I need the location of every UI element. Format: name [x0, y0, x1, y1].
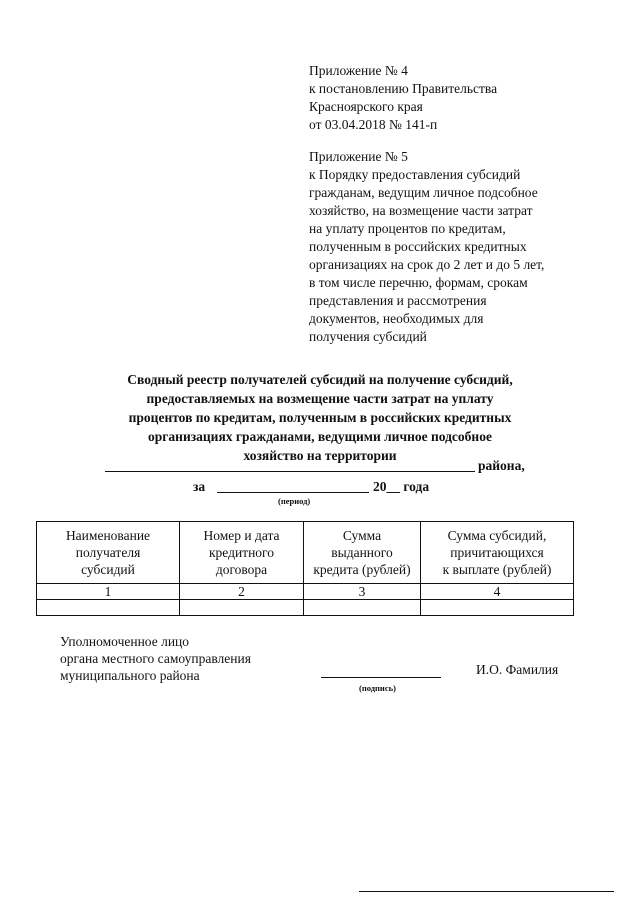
table-cell[interactable]	[37, 600, 180, 616]
column-number: 3	[304, 584, 421, 600]
signatory-name: И.О. Фамилия	[476, 662, 559, 677]
appendix-5-line: документов, необходимых для	[309, 311, 484, 326]
title-line: предоставляемых на возмещение части затрат на уплату	[146, 391, 494, 406]
appendix-5-line: получения субсидий	[309, 329, 427, 344]
district-blank-line[interactable]	[105, 471, 475, 472]
district-suffix: района,	[478, 458, 525, 473]
title-line: процентов по кредитам, полученным в российских кредитных	[128, 410, 512, 425]
appendix-5-line: Приложение № 5	[309, 149, 408, 164]
appendix-5-line: к Порядку предоставления субсидий	[309, 167, 521, 182]
table-row	[37, 600, 574, 616]
period-caption: (период)	[278, 496, 311, 506]
table-number-row	[37, 584, 574, 600]
document-title	[60, 370, 580, 465]
official-line: органа местного самоуправления	[60, 651, 251, 666]
table-cell[interactable]	[180, 600, 304, 616]
appendix-5-line: в том числе перечню, формам, срокам	[309, 275, 528, 290]
footer-divider	[359, 891, 614, 892]
column-header-recipient: Наименование получателя субсидий	[37, 522, 180, 584]
appendix-5-line: полученным в российских кредитных	[309, 239, 527, 254]
title-line: хозяйство на территории	[243, 448, 397, 463]
official-line: муниципального района	[60, 668, 200, 683]
appendix-4-line: Красноярского края	[309, 99, 423, 114]
table-cell[interactable]	[421, 600, 574, 616]
official-line: Уполномоченное лицо	[60, 634, 190, 649]
official-block	[60, 633, 251, 684]
signature-blank-line[interactable]	[321, 677, 441, 678]
appendix-5-block	[309, 148, 609, 346]
period-blank-line[interactable]	[217, 492, 369, 493]
column-number: 4	[421, 584, 574, 600]
column-header-credit-sum: Сумма выданного кредита (рублей)	[304, 522, 421, 584]
title-line: Сводный реестр получателей субсидий на получение субсидий,	[127, 372, 513, 387]
column-header-contract: Номер и дата кредитного договора	[180, 522, 304, 584]
column-header-subsidy-sum: Сумма субсидий, причитающихся к выплате (рублей)	[421, 522, 574, 584]
appendix-4-line: Приложение № 4	[309, 63, 408, 78]
appendix-5-line: гражданам, ведущим личное подсобное	[309, 185, 538, 200]
register-table	[36, 521, 574, 616]
period-year: 20__ года	[373, 479, 430, 494]
column-number: 1	[37, 584, 180, 600]
appendix-4-block	[309, 62, 609, 134]
appendix-5-line: хозяйство, на возмещение части затрат	[309, 203, 533, 218]
column-number: 2	[180, 584, 304, 600]
appendix-5-line: представления и рассмотрения	[309, 293, 487, 308]
table-cell[interactable]	[304, 600, 421, 616]
signature-caption: (подпись)	[359, 683, 396, 693]
appendix-4-line: к постановлению Правительства	[309, 81, 498, 96]
period-prefix: за	[193, 479, 206, 494]
appendix-5-line: на уплату процентов по кредитам,	[309, 221, 506, 236]
appendix-4-line: от 03.04.2018 № 141-п	[309, 117, 438, 132]
appendix-5-line: организациях на срок до 2 лет и до 5 лет,	[309, 257, 545, 272]
title-line: организациях гражданами, ведущими личное подсобное	[148, 429, 492, 444]
table-header-row	[37, 522, 574, 584]
